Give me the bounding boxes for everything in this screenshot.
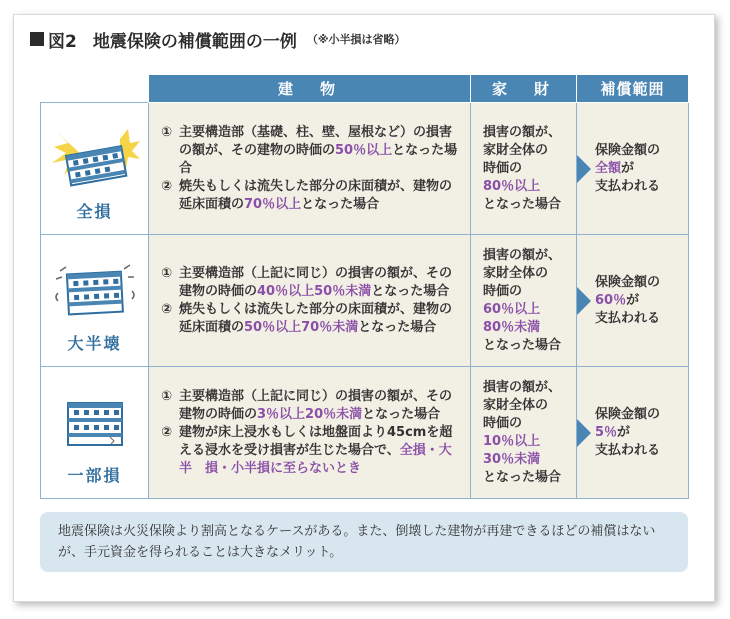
property-criteria-cell: 損害の額が、 家財全体の 時価の 80％以上 となった場合 [471, 103, 577, 235]
collapsed-building-icon [50, 125, 140, 189]
table-row [41, 367, 689, 499]
figure-label: 図2 [48, 31, 77, 52]
header-coverage: 補償範囲 [577, 75, 689, 103]
heavily-damaged-building-icon [50, 257, 140, 321]
damage-level-label: 大半壊 [67, 334, 122, 353]
figure-main-title: 地震保険の補償範囲の一例 [92, 31, 297, 52]
table-row [41, 103, 689, 235]
figure-note: （※小半損は省略） [306, 33, 406, 46]
partially-damaged-building-icon [50, 389, 140, 453]
criteria-item: ② 建物が床上浸水もしくは地盤面より45cmを超える浸水を受け損害が生じた場合で、全損・大半 損・小半損に至らないとき [161, 424, 453, 476]
criteria-item: ① 主要構造部（上記に同じ）の損害の額が、その建物の時価の40％以上50％未満となった場合 [161, 265, 453, 299]
property-criteria-cell: 損害の額が、 家財全体の 時価の 10％以上 30％未満 となった場合 [471, 367, 577, 499]
black-square-icon [30, 32, 44, 46]
damage-level-cell [41, 367, 149, 499]
coverage-table [40, 74, 689, 499]
criteria-item: ② 焼失もしくは流失した部分の床面積が、建物の延床面積の70％以上となった場合 [161, 178, 453, 212]
header-property: 家 財 [471, 75, 577, 103]
damage-level-cell [41, 235, 149, 367]
building-criteria-cell [149, 235, 471, 367]
arrow-right-icon [577, 155, 591, 183]
damage-level-label: 全損 [76, 202, 113, 221]
payment-cell: 保険金額の 5％が 支払われる [577, 367, 689, 499]
building-criteria-cell [149, 367, 471, 499]
building-criteria-cell [149, 103, 471, 235]
criteria-item: ② 焼失もしくは流失した部分の床面積が、建物の延床面積の50％以上70％未満となった場合 [161, 301, 453, 335]
header-building: 建 物 [149, 75, 471, 103]
criteria-item: ① 主要構造部（基礎、柱、壁、屋根など）の損害の額が、その建物の時価の50％以上となった場合 [161, 124, 458, 176]
property-criteria-cell: 損害の額が、 家財全体の 時価の 60％以上 80％未満 となった場合 [471, 235, 577, 367]
criteria-item: ① 主要構造部（上記に同じ）の損害の額が、その建物の時価の3％以上20％未満となった場合 [161, 388, 453, 422]
arrow-right-icon [577, 419, 591, 447]
figure-title [30, 24, 406, 54]
header-blank [41, 75, 149, 103]
arrow-right-icon [577, 287, 591, 315]
table-header-row [41, 75, 689, 103]
table-row [41, 235, 689, 367]
damage-level-label: 一部損 [67, 466, 122, 485]
payment-cell: 保険金額の 全額が 支払われる [577, 103, 689, 235]
payment-cell: 保険金額の 60％が 支払われる [577, 235, 689, 367]
footer-note: 地震保険は火災保険より割高となるケースがある。また、倒壊した建物が再建できるほどの補償はないが、手元資金を得られることは大きなメリット。 [40, 512, 688, 572]
damage-level-cell [41, 103, 149, 235]
